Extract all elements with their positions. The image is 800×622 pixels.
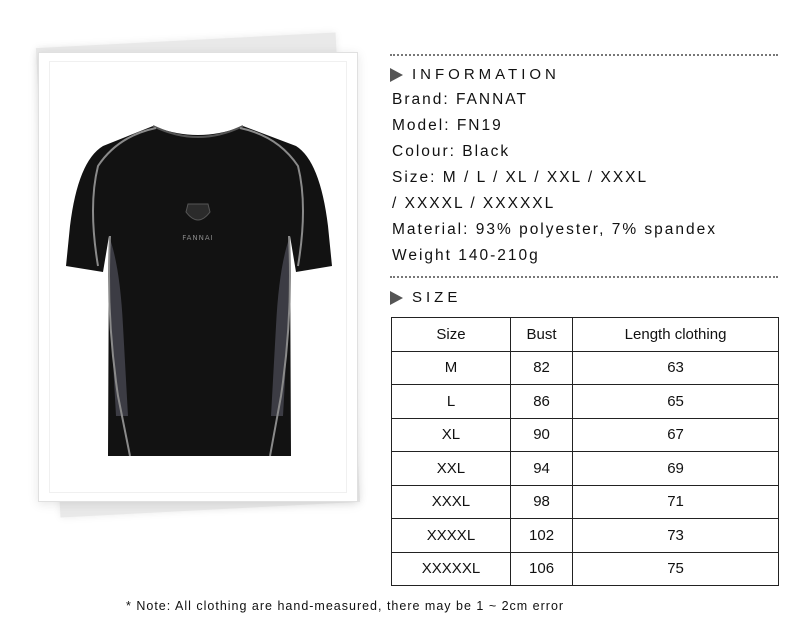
size-cell: M (392, 351, 511, 385)
size-cell: XXXXXL (392, 552, 511, 586)
column-header-size: Size (392, 318, 511, 352)
size-chart-table (391, 317, 779, 586)
info-material: Material: 93% polyester, 7% spandex (392, 221, 718, 238)
table-row (392, 452, 779, 486)
brand-logo-text: FANNAI (182, 234, 214, 242)
information-heading (390, 66, 560, 83)
bust-cell: 106 (510, 552, 572, 586)
length-cell: 65 (573, 385, 779, 419)
length-cell: 67 (573, 418, 779, 452)
length-cell: 73 (573, 519, 779, 553)
size-cell: XXXL (392, 485, 511, 519)
column-header-length: Length clothing (573, 318, 779, 352)
product-photo-frame (38, 52, 358, 502)
size-cell: L (392, 385, 511, 419)
table-row (392, 418, 779, 452)
length-cell: 63 (573, 351, 779, 385)
length-cell: 75 (573, 552, 779, 586)
info-weight: Weight 140-210g (392, 247, 540, 264)
info-size-continued: / XXXXL / XXXXXL (392, 195, 556, 212)
length-cell: 69 (573, 452, 779, 486)
divider-top (390, 54, 778, 56)
bust-cell: 86 (510, 385, 572, 419)
size-heading-text: SIZE (412, 289, 462, 306)
size-cell: XXL (392, 452, 511, 486)
tshirt-image (58, 116, 338, 456)
info-colour: Colour: Black (392, 143, 511, 160)
table-row (392, 385, 779, 419)
column-header-bust: Bust (510, 318, 572, 352)
product-photo (49, 61, 347, 493)
bust-cell: 98 (510, 485, 572, 519)
table-row (392, 485, 779, 519)
table-row (392, 351, 779, 385)
size-cell: XXXXL (392, 519, 511, 553)
bust-cell: 82 (510, 351, 572, 385)
measurement-note: * Note: All clothing are hand-measured, there may be 1 ~ 2cm error (126, 599, 565, 613)
bust-cell: 90 (510, 418, 572, 452)
info-brand: Brand: FANNAT (392, 91, 528, 108)
size-heading (390, 289, 461, 306)
triangle-bullet-icon (390, 68, 403, 82)
tshirt-body (66, 126, 332, 456)
information-heading-text: INFORMATION (412, 66, 560, 83)
bust-cell: 94 (510, 452, 572, 486)
triangle-bullet-icon (390, 291, 403, 305)
info-size: Size: M / L / XL / XXL / XXXL (392, 169, 649, 186)
length-cell: 71 (573, 485, 779, 519)
size-cell: XL (392, 418, 511, 452)
table-row (392, 519, 779, 553)
bust-cell: 102 (510, 519, 572, 553)
table-row (392, 552, 779, 586)
info-model: Model: FN19 (392, 117, 503, 134)
table-header-row (392, 318, 779, 352)
divider-middle (390, 276, 778, 278)
